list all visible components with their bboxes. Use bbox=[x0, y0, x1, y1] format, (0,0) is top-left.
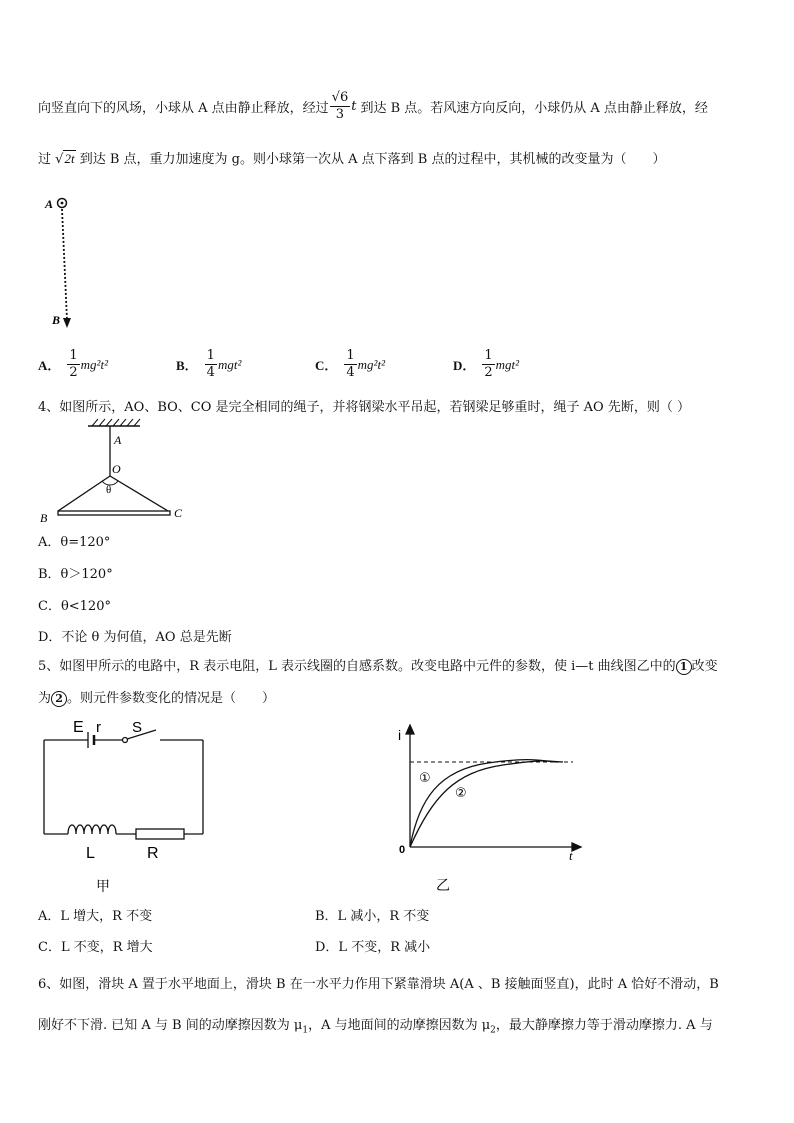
q4-stem: 4、如图所示，AO、BO、CO 是完全相同的绳子，并将钢梁水平吊起，若钢梁足够重时，绳子 AO 先断，则（ ） bbox=[38, 400, 690, 415]
q5-it-graph bbox=[393, 724, 588, 894]
q3-figure bbox=[40, 192, 90, 337]
q3-fraction-denominator: 3 bbox=[335, 106, 345, 122]
switch-contact bbox=[123, 738, 128, 743]
graph-xlabel: t bbox=[569, 848, 573, 863]
q3-line1 bbox=[38, 84, 708, 128]
q4-label-o: O bbox=[112, 462, 121, 476]
curve-1 bbox=[410, 760, 558, 847]
circuit-label-resistor: R bbox=[147, 845, 159, 862]
graph-curve2-label: ② bbox=[455, 786, 467, 801]
q5-circuit-diagram bbox=[38, 712, 214, 896]
q4-label-c: C bbox=[174, 506, 183, 520]
q6-line1: 6、如图，滑块 A 置于水平地面上，滑块 B 在一水平力作用下紧靠滑块 A(A 、B 接触面竖直)，此时 A 恰好不滑动，B bbox=[38, 977, 719, 992]
inductor-coil bbox=[68, 825, 116, 834]
q5-option-a[interactable]: A．L 增大，R 不变 bbox=[38, 909, 153, 924]
q5-stem-line1: 5、如图甲所示的电路中，R 表示电阻，L 表示线圈的自感系数。改变电路中元件的参数，使 i—t 曲线图乙中的 1 改变 bbox=[38, 659, 718, 674]
q5-option-b[interactable]: B．L 减小，R 不变 bbox=[315, 909, 430, 924]
rope-co bbox=[110, 476, 168, 511]
circuit-label-s: S bbox=[132, 719, 143, 736]
q3-fig-label-b: B bbox=[52, 313, 61, 327]
q3-line1-part-a: 向竖直向下的风场，小球从 A 点由静止释放，经过 bbox=[38, 100, 329, 116]
steel-beam bbox=[58, 511, 170, 515]
q6-line2: 刚好不下滑. 已知 A 与 B 间的动摩擦因数为 $\mu_1$，A 与地面间的动摩擦因数为 $\mu_2$，最大静摩擦力等于滑动摩擦力. A 与 bbox=[38, 1018, 713, 1036]
q3-option-d[interactable]: D． $\frac{1}{2}$ mgt² bbox=[453, 348, 520, 380]
graph-ylabel: i bbox=[398, 727, 402, 743]
q3-dotted-path bbox=[62, 209, 67, 320]
q3-line1-part-b: 到达 B 点。若风速方向反向，小球仍从 A 点由静止释放，经 bbox=[360, 100, 708, 116]
q3-fraction-variable: t bbox=[351, 98, 357, 114]
q4-figure bbox=[36, 418, 196, 526]
curve-2-marker: 2 bbox=[51, 691, 67, 707]
q4-option-d[interactable]: D．不论 θ 为何值，AO 总是先断 bbox=[38, 630, 232, 645]
circuit-label-e: E bbox=[73, 719, 84, 736]
q3-sqrt: √2t bbox=[55, 151, 75, 167]
q4-label-theta: θ bbox=[106, 484, 112, 496]
q3-line2-part-b: 到达 B 点，重力加速度为 g。则小球第一次从 A 点下落到 B 点的过程中，其机械的改变量为（ ） bbox=[79, 152, 666, 167]
q5-option-c[interactable]: C．L 不变，R 增大 bbox=[38, 940, 153, 955]
q4-option-a[interactable]: A．θ=120° bbox=[38, 535, 111, 550]
q3-fraction bbox=[330, 90, 351, 123]
curve-1-marker: 1 bbox=[676, 659, 692, 675]
q5-option-d[interactable]: D．L 不变，R 减小 bbox=[315, 940, 431, 955]
graph-origin: 0 bbox=[399, 844, 406, 856]
q3-arrow-head bbox=[63, 318, 71, 328]
q4-option-c[interactable]: C．θ<120° bbox=[38, 599, 111, 614]
q5-stem-line2: 为 2 。则元件参数变化的情况是（ ） bbox=[38, 691, 276, 706]
q3-line2-part-a: 过 bbox=[38, 152, 52, 167]
q3-fig-label-a: A bbox=[45, 197, 54, 211]
q3-fraction-numerator: √6 bbox=[331, 89, 349, 105]
q3-option-c[interactable]: C． $\frac{1}{4}$ mg²t² bbox=[315, 348, 385, 380]
q4-label-b: B bbox=[40, 511, 48, 525]
circuit-label-r: r bbox=[96, 719, 101, 736]
circuit-caption: 甲 bbox=[96, 879, 110, 895]
q3-option-b[interactable]: B． $\frac{1}{4}$ mgt² bbox=[176, 348, 242, 380]
q3-line2 bbox=[38, 148, 665, 167]
q3-option-a[interactable]: A． $\frac{1}{2}$ mg²t² bbox=[38, 348, 108, 380]
curve-2 bbox=[410, 761, 563, 847]
graph-caption: 乙 bbox=[436, 878, 450, 894]
q4-option-b[interactable]: B．θ＞120° bbox=[38, 567, 113, 582]
resistor bbox=[136, 829, 184, 839]
q4-label-a: A bbox=[114, 433, 122, 447]
circuit-label-l: L bbox=[86, 845, 95, 862]
graph-curve1-label: ① bbox=[419, 771, 431, 786]
